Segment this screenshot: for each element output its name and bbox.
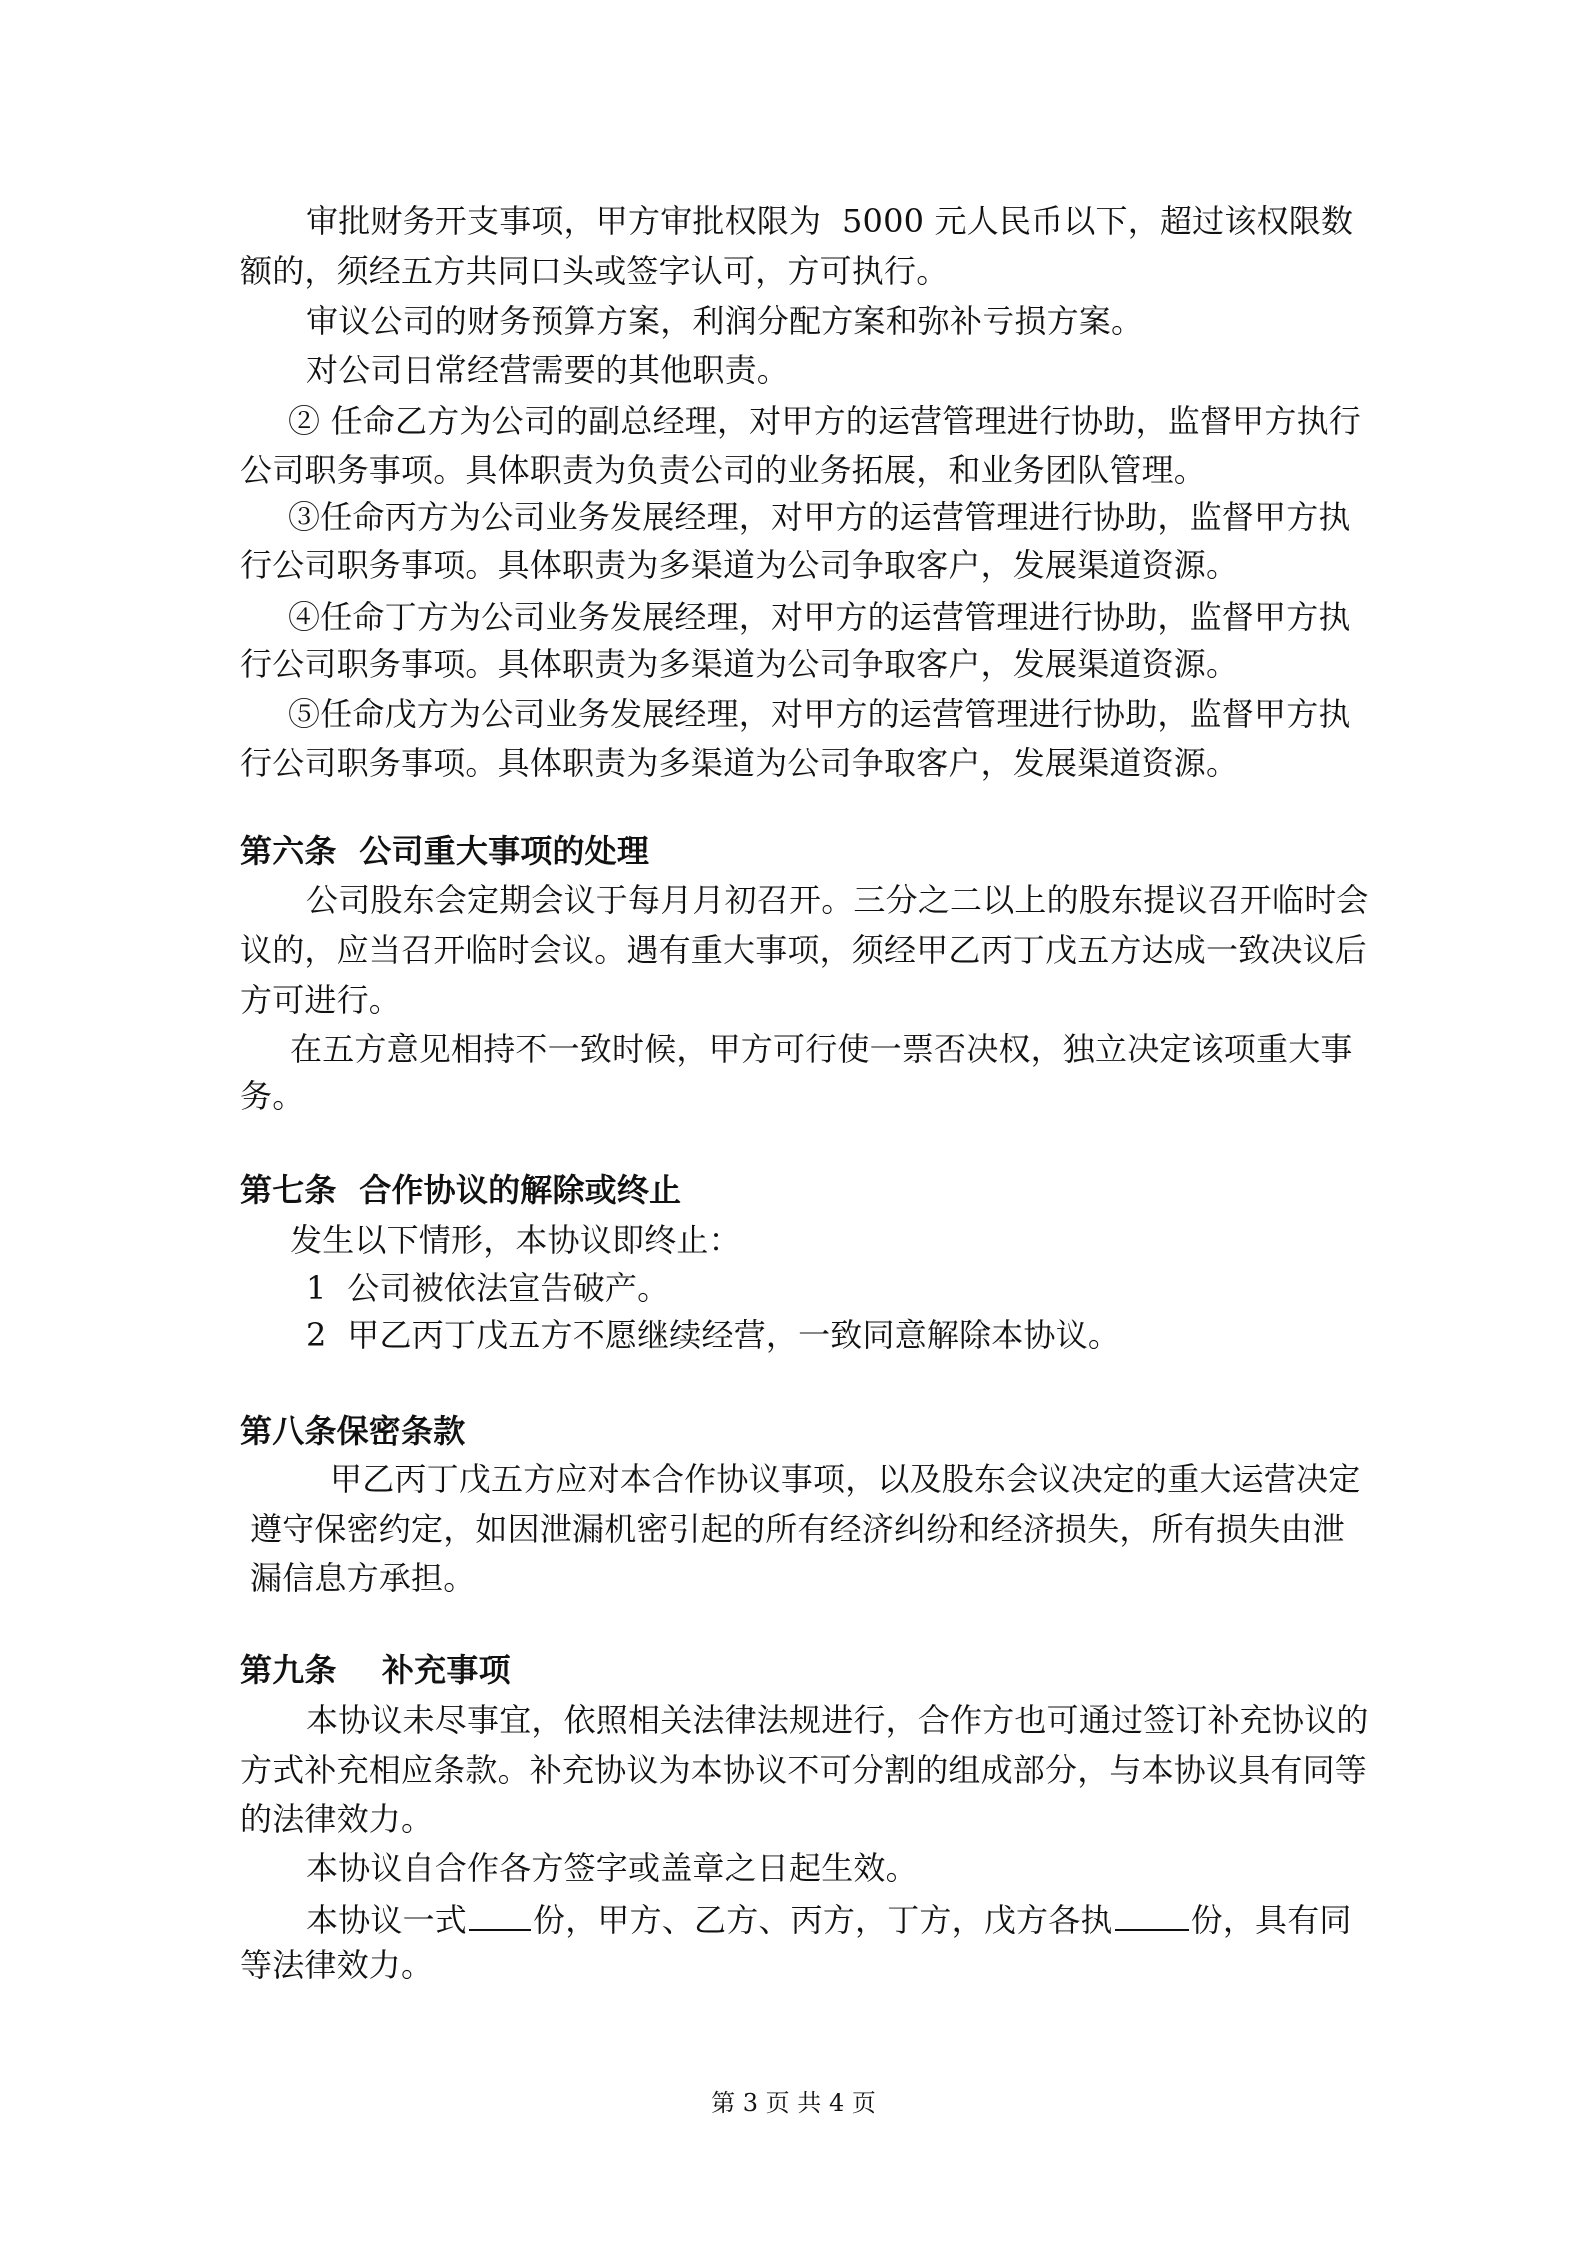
text-line: ② 任命乙方为公司的副总经理，对甲方的运营管理进行协助，监督甲方执行: [288, 402, 1361, 440]
text-line: 漏信息方承担。: [250, 1559, 476, 1597]
text-line: 等法律效力。: [240, 1946, 434, 1984]
text-segment: 本协议一式: [306, 1901, 468, 1939]
clause-heading: 第八条保密条款: [240, 1412, 466, 1450]
text-line: 额的，须经五方共同口头或签字认可，方可执行。: [240, 252, 949, 290]
text-line-with-blanks: [306, 1897, 1352, 1940]
text-line: ⑤任命戊方为公司业务发展经理，对甲方的运营管理进行协助，监督甲方执: [288, 695, 1351, 733]
text-line: 甲乙丙丁戊五方应对本合作协议事项，以及股东会议决定的重大运营决定: [330, 1460, 1361, 1498]
text-line: 遵守保密约定，如因泄漏机密引起的所有经济纠纷和经济损失，所有损失由泄: [250, 1510, 1345, 1548]
copies-each-blank: [1115, 1897, 1189, 1931]
text-line: 方可进行。: [240, 981, 402, 1019]
text-line: 公司股东会定期会议于每月月初召开。三分之二以上的股东提议召开临时会: [306, 881, 1369, 919]
clause-heading: 第七条 合作协议的解除或终止: [240, 1171, 682, 1209]
text-line: 行公司职务事项。具体职责为多渠道为公司争取客户，发展渠道资源。: [240, 645, 1239, 683]
text-line: 的法律效力。: [240, 1800, 434, 1838]
text-line: 公司职务事项。具体职责为负责公司的业务拓展，和业务团队管理。: [240, 451, 1207, 489]
list-item: 1 公司被依法宣告破产。: [306, 1269, 670, 1307]
text-line: 在五方意见相持不一致时候，甲方可行使一票否决权，独立决定该项重大事: [290, 1030, 1353, 1068]
list-item: 2 甲乙丙丁戊五方不愿继续经营，一致同意解除本协议。: [306, 1316, 1121, 1354]
text-line: 审批财务开支事项，甲方审批权限为 5000 元人民币以下，超过该权限数: [306, 202, 1354, 240]
text-line: 议的，应当召开临时会议。遇有重大事项，须经甲乙丙丁戊五方达成一致决议后: [240, 931, 1368, 969]
clause-heading: 第九条 补充事项: [240, 1651, 511, 1689]
text-line: 本协议未尽事宜，依照相关法律法规进行，合作方也可通过签订补充协议的: [306, 1701, 1369, 1739]
page-number-footer: 第 3 页 共 4 页: [711, 2089, 876, 2117]
text-line: 发生以下情形，本协议即终止：: [290, 1221, 741, 1259]
clause-heading: 第六条 公司重大事项的处理: [240, 832, 650, 870]
text-line: 行公司职务事项。具体职责为多渠道为公司争取客户，发展渠道资源。: [240, 744, 1239, 782]
text-line: 审议公司的财务预算方案，利润分配方案和弥补亏损方案。: [306, 302, 1144, 340]
text-segment: 份，具有同: [1190, 1901, 1352, 1939]
text-line: 方式补充相应条款。补充协议为本协议不可分割的组成部分，与本协议具有同等: [240, 1751, 1368, 1789]
copies-blank: [469, 1897, 531, 1931]
text-line: ③任命丙方为公司业务发展经理，对甲方的运营管理进行协助，监督甲方执: [288, 498, 1351, 536]
text-segment: 份，甲方、乙方、丙方，丁方，戊方各执: [533, 1901, 1113, 1939]
text-line: 对公司日常经营需要的其他职责。: [306, 351, 790, 389]
text-line: 行公司职务事项。具体职责为多渠道为公司争取客户，发展渠道资源。: [240, 546, 1239, 584]
text-line: 务。: [240, 1077, 305, 1115]
text-line: ④任命丁方为公司业务发展经理，对甲方的运营管理进行协助，监督甲方执: [288, 598, 1351, 636]
text-line: 本协议自合作各方签字或盖章之日起生效。: [306, 1849, 918, 1887]
